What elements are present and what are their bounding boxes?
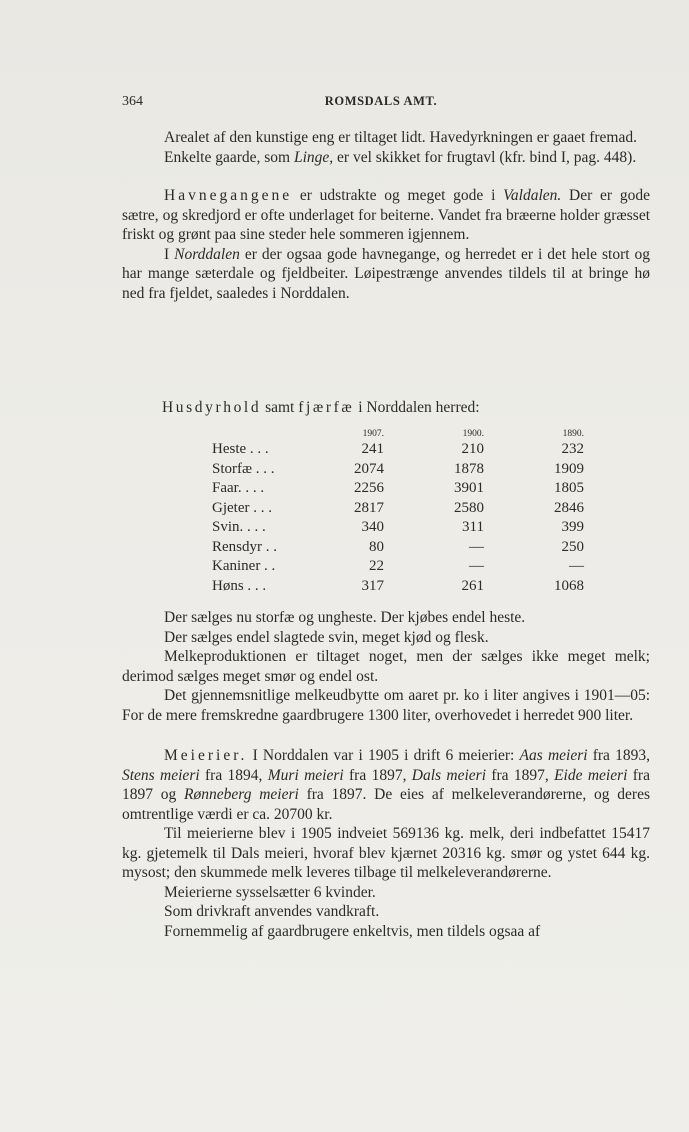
livestock-table: [212, 428, 584, 596]
spaced-heading: Meierier.: [164, 747, 248, 764]
body-text-lower: [122, 608, 650, 941]
paragraph: Der sælges endel slagtede svin, meget kjød og flesk.: [164, 628, 489, 646]
place-name: Valdalen.: [503, 187, 562, 204]
meierier-paragraph: Meierier. I Norddalen var i 1905 i drift 6 meierier: Aas meieri fra 1893, Stens meieri fra 1894, Muri meieri fra 1897, Dals meieri fra 1897, Eide meieri fra 1897 og Rønneberg meieri fra 1897. De eies af melkeleverandørerne, og deres omtrentlige værdi er ca. 20700 kr.: [122, 747, 651, 823]
paragraph: Melkeproduktionen er tiltaget noget, men der sælges ikke meget melk; derimod sælges meget smør og endel ost.: [122, 648, 650, 685]
page-number: 364: [122, 94, 143, 109]
table-row: Kaniner . . 22 — —: [212, 558, 584, 574]
table-row: Svin. . . . 340 311 399: [212, 519, 584, 535]
year-header: 1900.: [462, 429, 484, 439]
livestock-table-block: [162, 398, 602, 596]
table-row: Høns . . . 317 261 1068: [212, 577, 584, 594]
table-header-row: [212, 428, 584, 440]
paragraph: Der sælges nu storfæ og ungheste. Der kjøbes endel heste.: [164, 609, 526, 626]
table-title: Husdyrhold samt fjærfæ i Norddalen herred:: [162, 399, 480, 416]
place-name: Norddalen: [174, 245, 240, 263]
spaced-heading: Havnegangene: [164, 187, 293, 204]
body-text-top: [122, 128, 650, 303]
paragraph: Fornemmelig af gaardbrugere enkeltvis, men tildels ogsaa af: [164, 922, 541, 940]
paragraph: Til meierierne blev i 1905 indveiet 569136 kg. melk, deri indbefattet 15417 kg. gjetemelk til Dals meieri, hvoraf blev kjærnet 20316 kg. smør og ystet 644 kg. mysost; den skummede melk leveres tilbage til melkeleverandørerne.: [122, 825, 650, 881]
page-header: [122, 94, 640, 114]
paragraph: Enkelte gaarde, som Linge, er vel skikket for frugtavl (kfr. bind I, pag. 448).: [164, 148, 637, 166]
year-header: 1907.: [362, 429, 384, 439]
paragraph: Havnegangene er udstrakte og meget gode i Valdalen. Der er gode sætre, og skredjord er ofte underlaget for beiterne. Vandet fra bræerne holder græsset friskt og grønt paa sine steder hele sommeren igjennem.: [122, 187, 650, 243]
paragraph: Meierierne sysselsætter 6 kvinder.: [164, 883, 376, 901]
running-title: ROMSDALS AMT.: [324, 94, 438, 108]
paragraph: Som drivkraft anvendes vandkraft.: [164, 903, 380, 920]
table-row: Heste . . . 241 210 232: [212, 441, 584, 457]
place-name: Linge,: [293, 148, 334, 166]
paragraph: I Norddalen er der ogsaa gode havnegange, og herredet er i det hele stort og har mange sæterdale og fjeldbeiter. Løipestrænge anvendes tildels til at bringe hø ned fra fjeldet, saaledes i Norddalen.: [122, 245, 650, 302]
year-header: 1890.: [562, 429, 584, 439]
table-row: Storfæ . . . 2074 1878 1909: [212, 460, 584, 477]
paragraph: Det gjennemsnitlige melkeudbytte om aaret pr. ko i liter angives i 1901—05: For de mere fremskredne gaardbrugere 1300 liter, overhovedet i herredet 900 liter.: [122, 687, 650, 724]
table-row: Rensdyr . . 80 — 250: [212, 538, 584, 555]
table-row: Gjeter . . . 2817 2580 2846: [212, 499, 584, 516]
paragraph: Arealet af den kunstige eng er tiltaget lidt. Havedyrkningen er gaaet fremad.: [164, 129, 637, 146]
table-row: Faar. . . . 2256 3901 1805: [212, 480, 584, 496]
